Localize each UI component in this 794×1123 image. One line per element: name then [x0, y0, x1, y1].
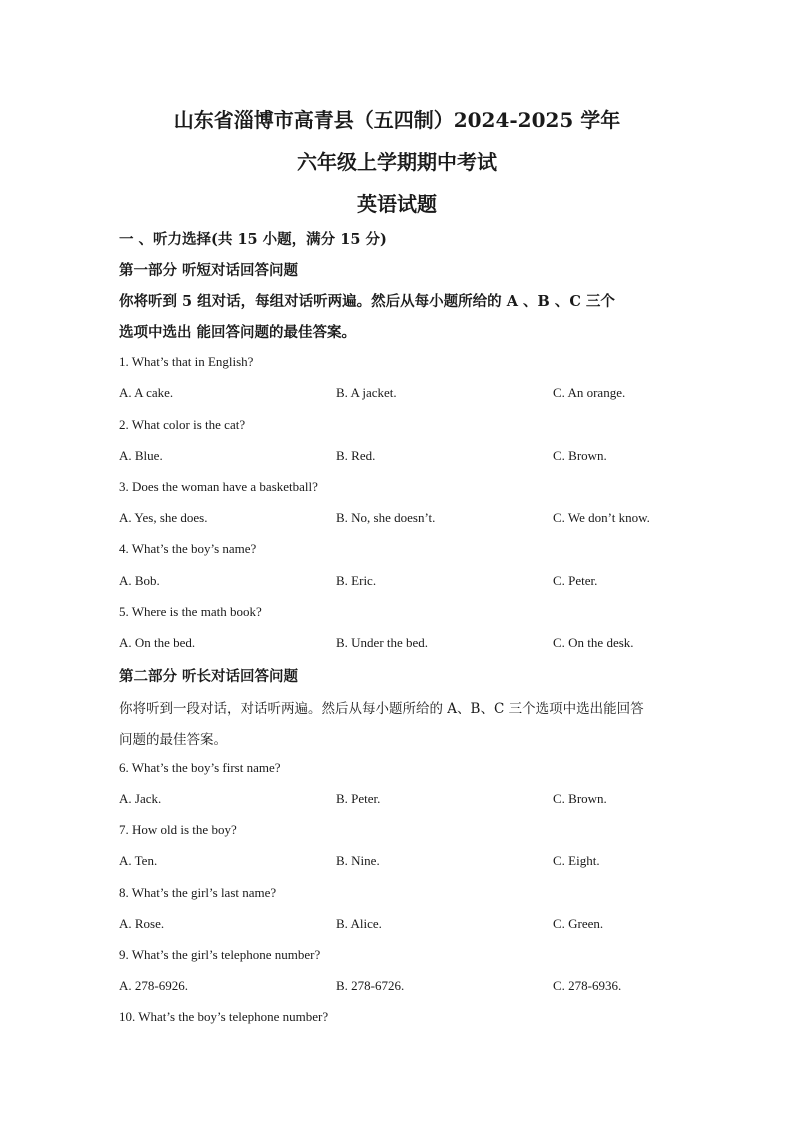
question-4-option-c: C. Peter.: [553, 573, 598, 588]
question-3: 3. Does the woman have a basketball?: [119, 479, 318, 494]
question-8-option-c: C. Green.: [553, 916, 604, 931]
question-1: 1. What’s that in English?: [119, 354, 254, 369]
question-4: 4. What’s the boy’s name?: [119, 541, 257, 556]
question-2: 2. What color is the cat?: [119, 417, 246, 432]
question-7-option-c: C. Eight.: [553, 853, 600, 868]
question-2-option-a: A. Blue.: [119, 448, 163, 463]
question-6-option-a: A. Jack.: [119, 791, 162, 806]
question-3-option-b: B. No, she doesn’t.: [336, 510, 436, 525]
question-9: 9. What’s the girl’s telephone number?: [119, 947, 321, 962]
question-1-option-a: A. A cake.: [119, 385, 174, 400]
question-6: 6. What’s the boy’s first name?: [119, 760, 281, 775]
question-5-option-a: A. On the bed.: [119, 635, 196, 650]
question-2-option-b: B. Red.: [336, 448, 376, 463]
question-7-option-a: A. Ten.: [119, 853, 158, 868]
question-8-option-a: A. Rose.: [119, 916, 165, 931]
part1-instruction-line1: 你将听到 5 组对话，每组对话听两遍。然后从每小题所给的 A 、B 、C 三个: [119, 293, 615, 310]
question-9-option-a: A. 278-6926.: [119, 978, 188, 993]
question-3-option-a: A. Yes, she does.: [119, 510, 208, 525]
part2-heading: 第二部分 听长对话回答问题: [119, 668, 299, 685]
part2-instruction-line2: 问题的最佳答案。: [119, 732, 227, 748]
question-8: 8. What’s the girl’s last name?: [119, 885, 277, 900]
question-1-option-b: B. A jacket.: [336, 385, 397, 400]
question-5: 5. Where is the math book?: [119, 604, 262, 619]
exam-title-line2: 六年级上学期期中考试: [297, 150, 497, 174]
question-7: 7. How old is the boy?: [119, 822, 237, 837]
question-4-option-b: B. Eric.: [336, 573, 377, 588]
question-8-option-b: B. Alice.: [336, 916, 382, 931]
part1-instruction-line2: 选项中选出 能回答问题的最佳答案。: [119, 324, 357, 341]
question-5-option-b: B. Under the bed.: [336, 635, 429, 650]
question-7-option-b: B. Nine.: [336, 853, 380, 868]
exam-title-line1: 山东省淄博市高青县（五四制）2024-2025 学年: [173, 108, 621, 132]
section1-heading: 一 、听力选择(共 15 小题，满分 15 分): [119, 231, 387, 248]
exam-title-line3: 英语试题: [357, 192, 437, 216]
part2-instruction-line1: 你将听到一段对话，对话听两遍。然后从每小题所给的 A、B、C 三个选项中选出能回答: [119, 701, 644, 717]
question-4-option-a: A. Bob.: [119, 573, 160, 588]
part1-heading: 第一部分 听短对话回答问题: [119, 262, 299, 279]
question-5-option-c: C. On the desk.: [553, 635, 634, 650]
question-1-option-c: C. An orange.: [553, 385, 626, 400]
question-9-option-c: C. 278-6936.: [553, 978, 622, 993]
question-6-option-b: B. Peter.: [336, 791, 381, 806]
question-10: 10. What’s the boy’s telephone number?: [119, 1009, 329, 1024]
question-3-option-c: C. We don’t know.: [553, 510, 650, 525]
question-9-option-b: B. 278-6726.: [336, 978, 405, 993]
question-2-option-c: C. Brown.: [553, 448, 607, 463]
question-6-option-c: C. Brown.: [553, 791, 607, 806]
